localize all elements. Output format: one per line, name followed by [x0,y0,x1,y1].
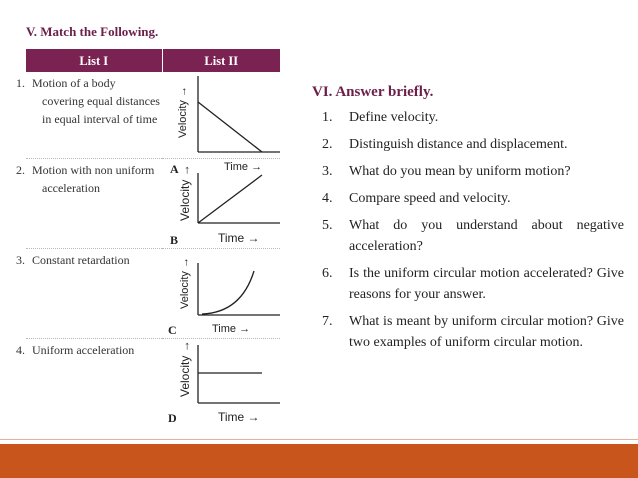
graph-label: C [168,323,177,337]
list-1-item: 2. Motion with non uniform acceleration [26,159,162,249]
graph-d [162,339,280,425]
list-item [312,107,624,128]
x-axis-label: Time → [224,161,263,173]
y-axis-label: Velocity → [178,164,192,221]
list-1-item: 3. Constant retardation [26,249,162,339]
list-item [312,311,624,353]
graph-line [198,102,262,152]
graph-c [162,249,280,338]
graph-cell [162,159,280,249]
question-text: Distinguish distance and displacement. [349,137,568,152]
x-axis-label: Time → [218,410,260,424]
table-row [26,249,280,339]
question-number: 2. [322,137,333,152]
question-text: Compare speed and velocity. [349,191,511,206]
graph-cell [162,249,280,339]
question-text: What do you mean by uniform motion? [349,164,571,179]
graph-label: B [170,233,179,247]
item-text: Motion of a body covering equal distances in equal interval of time [32,76,160,126]
answer-section-title: VI. Answer briefly. [312,84,434,100]
item-text: Constant retardation [32,253,130,267]
list-1-item: 4. Uniform acceleration [16,343,135,357]
footer-divider [0,439,638,440]
list-item [312,188,624,209]
graph-b [162,159,280,248]
question-text: What is meant by uniform circular motion? Give two examples of uniform circular motion. [349,314,624,350]
question-number: 4. [322,191,333,206]
question-number: 5. [322,218,333,233]
y-axis-label: Velocity → [179,257,191,309]
answer-section [312,84,624,359]
y-axis-label: Velocity → [178,340,192,397]
table-row [26,72,280,159]
question-list [312,107,624,353]
question-number: 3. [322,164,333,179]
list-item [312,263,624,305]
item-text: Motion with non uniform acceleration [32,163,155,195]
list-item [312,215,624,257]
list-item [312,161,624,182]
match-table-header [26,49,280,72]
list-1-header: List I [26,49,162,72]
graph-label: D [168,411,177,425]
graph-a [162,72,280,176]
graph-line [198,175,262,223]
table-row [26,339,280,426]
question-number: 6. [322,266,333,281]
item-text: Uniform acceleration [32,343,135,357]
graph-cell [162,72,280,176]
graph-label: A [170,162,179,176]
question-number: 7. [322,314,333,329]
footer-bar [0,444,638,478]
graph-curve [202,271,254,314]
match-section-title: V. Match the Following. [26,24,159,39]
question-text: Define velocity. [349,110,439,125]
question-text: Is the uniform circular motion accelerated? Give reasons for your answer. [349,266,624,302]
list-item [312,134,624,155]
question-number: 1. [322,110,333,125]
list-2-header: List II [162,49,280,72]
y-axis-label: Velocity → [177,86,189,138]
x-axis-label: Time → [218,231,260,245]
question-text: What do you understand about negative acceleration? [349,218,624,254]
graph-cell [162,339,280,426]
match-table [16,49,280,425]
x-axis-label: Time → [212,323,251,335]
table-row [26,159,280,249]
list-1-item: 1. Motion of a body covering equal distances in equal interval of time [26,72,162,159]
